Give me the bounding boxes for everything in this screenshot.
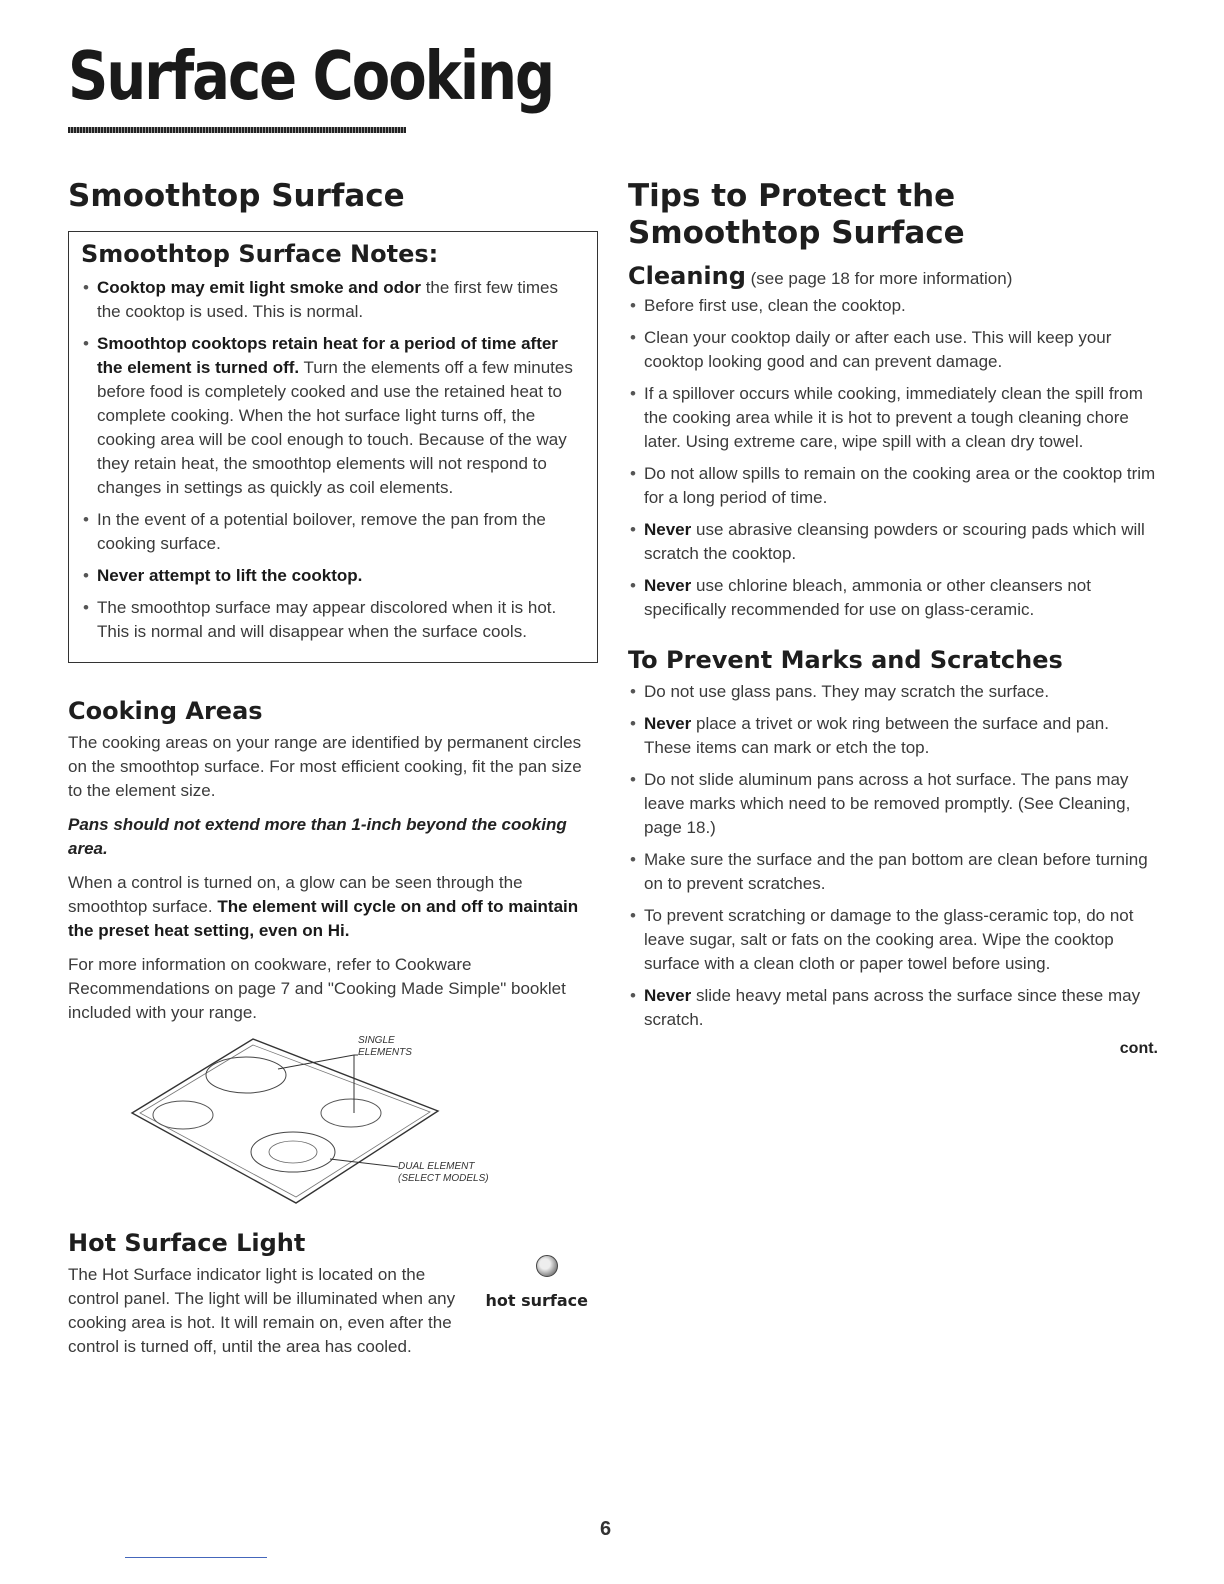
hot-surface-indicator-icon — [536, 1255, 558, 1277]
list-item: • The smoothtop surface may appear discolored when it is hot. This is normal and will disappear when the surface cools. — [81, 596, 583, 644]
left-column — [68, 178, 598, 1369]
footer-line — [125, 1557, 267, 1558]
right-column — [628, 178, 1158, 1058]
cleaning-heading: Cleaning (see page 18 for more information) — [628, 262, 1013, 291]
notes-heading: Smoothtop Surface Notes: — [81, 240, 439, 269]
hot-surface-light-heading: Hot Surface Light — [68, 1229, 306, 1258]
smoothtop-surface-heading: Smoothtop Surface — [68, 178, 405, 214]
page-title: Surface Cooking — [68, 38, 554, 116]
cleaning-list — [628, 294, 1158, 622]
smoothtop-notes-box — [68, 231, 598, 663]
list-item: • If a spillover occurs while cooking, immediately clean the spill from the cooking area while it is hot to prevent a tough cleaning chore later. Using extreme care, wipe spill with a clean dry towel. — [628, 382, 1158, 454]
hot-surface-light-section — [68, 1229, 598, 1359]
list-item: • Never attempt to lift the cooktop. — [81, 564, 583, 588]
list-item: • In the event of a potential boilover, remove the pan from the cooking surface. — [81, 508, 583, 556]
list-item: • Do not slide aluminum pans across a hot surface. The pans may leave marks which need to be removed promptly. (See Cleaning, page 18.) — [628, 768, 1158, 840]
dual-element-label: DUAL ELEMENT (SELECT MODELS) — [398, 1161, 489, 1185]
list-item: • Never place a trivet or wok ring between the surface and pan. These items can mark or etch the top. — [628, 712, 1158, 760]
list-item: • Never use chlorine bleach, ammonia or other cleansers not specifically recommended for use on glass-ceramic. — [628, 574, 1158, 622]
cooking-areas-more-info: For more information on cookware, refer to Cookware Recommendations on page 7 and "Cooking Made Simple" booklet included with your range. — [68, 955, 566, 1023]
notes-list — [81, 276, 583, 644]
cooking-areas-glow-paragraph: When a control is turned on, a glow can be seen through the smoothtop surface. The element will cycle on and off to maintain the preset heat setting, even on Hi. — [68, 873, 579, 941]
cooking-areas-paragraph: The cooking areas on your range are identified by permanent circles on the smoothtop surface. For most efficient cooking, fit the pan size to the element size. — [68, 733, 582, 801]
marks-scratches-heading: To Prevent Marks and Scratches — [628, 646, 1063, 675]
cooking-areas-heading: Cooking Areas — [68, 697, 263, 726]
list-item: • Do not allow spills to remain on the cooking area or the cooktop trim for a long period of time. — [628, 462, 1158, 510]
list-item: • Do not use glass pans. They may scratch the surface. — [628, 680, 1158, 704]
list-item: • Clean your cooktop daily or after each use. This will keep your cooktop looking good and can prevent damage. — [628, 326, 1158, 374]
title-rule — [68, 127, 406, 133]
list-item: • Never use abrasive cleansing powders or scouring pads which will scratch the cooktop. — [628, 518, 1158, 566]
continued-label: cont. — [1119, 1040, 1158, 1058]
list-item: • To prevent scratching or damage to the glass-ceramic top, do not leave sugar, salt or fats on the cooking area. Wipe the cooktop surface with a clean cloth or paper towel before using. — [628, 904, 1158, 976]
list-item: • Never slide heavy metal pans across the surface since these may scratch. — [628, 984, 1158, 1032]
hot-surface-label: hot surface — [485, 1291, 588, 1311]
list-item: • Cooktop may emit light smoke and odor the first few times the cooktop is used. This is normal. — [81, 276, 583, 324]
page-number: 6 — [600, 1518, 612, 1540]
list-item: • Smoothtop cooktops retain heat for a period of time after the element is turned off. Turn the elements off a few minutes before food is completely cooked and use the retained heat to complete cooking. When the hot surface light turns off, the cooking area will be cool enough to touch. Because of the way they retain heat, the smoothtop elements will not respond to changes in settings as quickly as coil elements. — [81, 332, 583, 500]
tips-heading: Tips to Protect the Smoothtop Surface — [628, 178, 965, 252]
cooktop-illustration — [68, 1035, 598, 1215]
cooktop-diagram — [68, 1035, 598, 1215]
hot-surface-light-text: The Hot Surface indicator light is located on the control panel. The light will be illuminated when any cooking area is hot. It will remain on, even after the control is turned off, until the area has cooled. — [68, 1265, 456, 1357]
cooking-areas-warning: Pans should not extend more than 1-inch beyond the cooking area. — [68, 815, 567, 859]
single-elements-label: SINGLE ELEMENTS — [358, 1035, 412, 1059]
marks-list — [628, 680, 1158, 1032]
list-item: • Make sure the surface and the pan bottom are clean before turning on to prevent scratches. — [628, 848, 1158, 896]
list-item: • Before first use, clean the cooktop. — [628, 294, 1158, 318]
